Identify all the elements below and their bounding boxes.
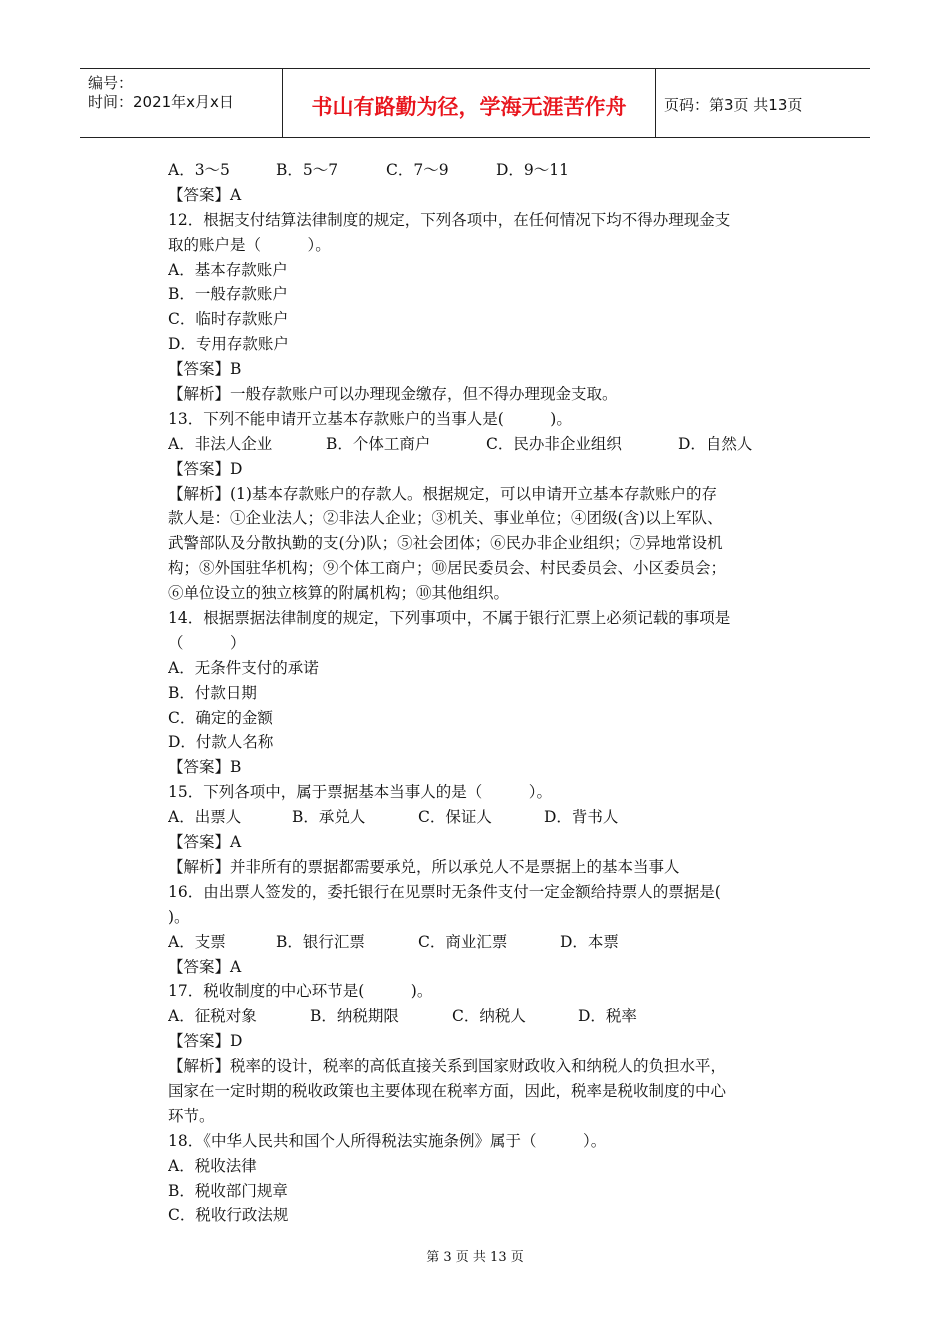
option-a: A．征税对象 [168,1007,257,1026]
options-q11 [168,158,788,183]
option-d: D．背书人 [544,808,619,827]
header-meta-cell [80,69,283,137]
option-line: D．付款人名称 [168,733,274,752]
option-line: A．无条件支付的承诺 [168,658,319,677]
header-page-info: 页码：第3页 共13页 [664,96,803,114]
explanation-line: 【解析】一般存款账户可以办理现金缴存，但不得办理现金支取。 [168,385,618,404]
option-b: B．5～7 [276,161,339,179]
option-a: A．支票 [168,932,226,951]
option-a: A．出票人 [168,808,242,827]
answer-line: 【答案】D [168,1032,243,1051]
question-17: 17．税收制度的中心环节是( )。 [168,982,433,1001]
answer-line: 【答案】D [168,459,243,478]
question-15: 15．下列各项中，属于票据基本当事人的是（ ）。 [168,783,552,802]
option-b: B．承兑人 [292,808,366,827]
answer-line: 【答案】A [168,833,242,852]
option-d: D．本票 [560,932,619,951]
question-16: 16．由出票人签发的，委托银行在见票时无条件支付一定金额给持票人的票据是( [168,882,721,901]
question-12: 12．根据支付结算法律制度的规定，下列各项中，在任何情况下均不得办理现金支 [168,210,731,229]
page-header [80,68,870,138]
option-b: B．纳税期限 [310,1007,399,1026]
option-line: A．基本存款账户 [168,260,288,279]
explanation-line: 构；⑧外国驻华机构；⑨个体工商户；⑩居民委员会、村民委员会、小区委员会； [168,559,727,578]
explanation-line: 【解析】(1)基本存款账户的存款人。根据规定，可以申请开立基本存款账户的存 [168,484,717,503]
explanation-line: 国家在一定时期的税收政策也主要体现在税率方面，因此，税率是税收制度的中心 [168,1081,727,1100]
question-16-cont: )。 [168,907,190,926]
answer-line: 【答案】A [168,957,242,976]
page-footer: 第 3 页 共 13 页 [426,1250,524,1265]
option-line: D．专用存款账户 [168,335,289,354]
question-12-cont: 取的账户是（ ）。 [168,235,331,254]
option-c: C．商业汇票 [418,932,508,951]
options-q15 [168,805,788,830]
option-line: B．一般存款账户 [168,285,288,304]
explanation-line: 款人是：①企业法人；②非法人企业；③机关、事业单位；④团级(含)以上军队、 [168,509,723,528]
options-q16 [168,930,788,955]
option-a: A．非法人企业 [168,434,273,453]
question-14-cont: （ ） [168,633,246,652]
option-c: C．民办非企业组织 [486,434,622,453]
question-13: 13．下列不能申请开立基本存款账户的当事人是( )。 [168,409,572,428]
option-c: C．保证人 [418,808,492,827]
header-motto: 书山有路勤为径，学海无涯苦作舟 [311,95,627,119]
explanation-line: 【解析】税率的设计，税率的高低直接关系到国家财政收入和纳税人的负担水平， [168,1057,727,1076]
header-motto-cell [283,69,656,137]
header-page-cell [656,69,870,137]
explanation-line: 【解析】并非所有的票据都需要承兑，所以承兑人不是票据上的基本当事人 [168,857,680,876]
option-line: B．付款日期 [168,683,257,702]
option-b: B．个体工商户 [326,434,431,453]
document-number-label: 编号： [88,74,134,92]
document-time-label: 时间：2021年x月x日 [88,93,234,111]
option-d: D．自然人 [678,434,753,453]
option-line: C．确定的金额 [168,708,273,727]
answer-line: 【答案】B [168,360,242,379]
explanation-line: 环节。 [168,1106,215,1125]
option-c: C．7～9 [386,161,449,179]
explanation-line: 武警部队及分散执勤的支(分)队；⑤社会团体；⑥民办非企业组织；⑦异地常设机 [168,534,723,553]
explanation-line: ⑥单位设立的独立核算的附属机构；⑩其他组织。 [168,584,510,603]
option-c: C．纳税人 [452,1007,526,1026]
option-a: A．3～5 [168,161,230,179]
options-q17 [168,1004,788,1029]
option-line: A．税收法律 [168,1156,257,1175]
document-body [168,158,788,1228]
question-18: 18．《中华人民共和国个人所得税法实施条例》属于（ ）。 [168,1131,607,1150]
options-q13 [168,432,788,457]
answer-line: 【答案】B [168,758,242,777]
option-line: C．税收行政法规 [168,1206,289,1225]
option-line: B．税收部门规章 [168,1181,288,1200]
option-b: B．银行汇票 [276,932,365,951]
answer-line: 【答案】A [168,185,242,204]
question-14: 14．根据票据法律制度的规定，下列事项中，不属于银行汇票上必须记载的事项是 [168,609,731,628]
option-line: C．临时存款账户 [168,310,289,329]
option-d: D．9～11 [496,161,570,179]
option-d: D．税率 [578,1007,637,1026]
